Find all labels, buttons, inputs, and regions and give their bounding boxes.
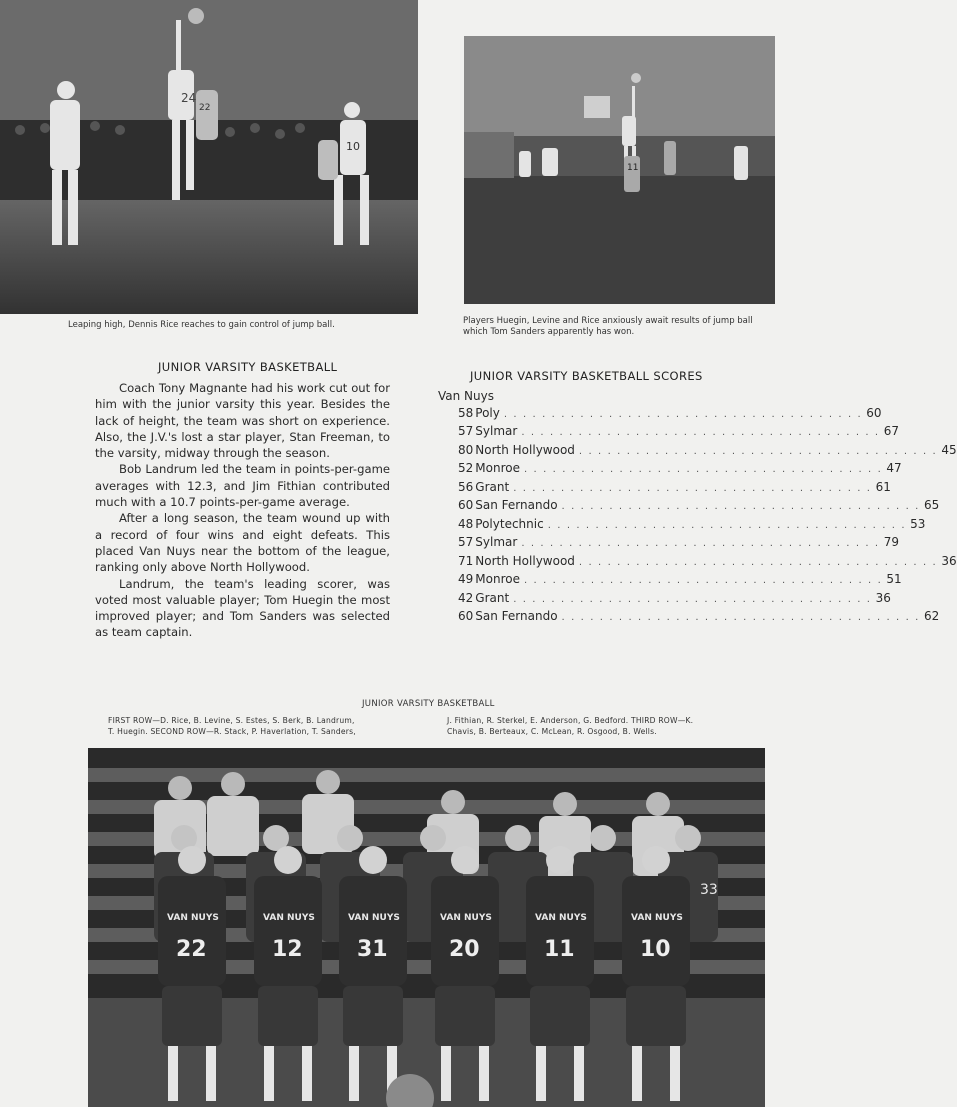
opponent-score: 67 [883,424,899,438]
front-row-sock [264,1046,274,1101]
scores-title: JUNIOR VARSITY BASKETBALL SCORES [470,369,703,383]
van-nuys-score: 52 [458,461,474,475]
opponent-name: Sylmar [475,424,518,438]
back-row-head [168,776,192,800]
jersey-team-text: VAN NUYS [535,913,587,923]
front-row-jersey [431,876,499,986]
opponent-name: Monroe [475,572,520,586]
van-nuys-score: 42 [458,590,474,605]
leader-dots: . . . . . . . . . . . . . . . . . . . . . . . . . . . . . . . . . . . . . . [578,556,938,568]
front-row-head [642,846,670,874]
back-row-body [207,796,259,856]
front-row-head [359,846,387,874]
article-body [95,380,390,641]
leader-dots: . . . . . . . . . . . . . . . . . . . . . . . . . . . . . . . . . . . . . . [521,427,880,438]
front-row-shorts [258,986,318,1046]
opponent-name: San Fernando [475,498,558,512]
score-row [438,608,940,627]
opponent-score: 36 [941,553,957,568]
jersey-team-text: VAN NUYS [167,913,219,923]
opponent-name: Monroe [475,461,520,475]
article-paragraph-1: Coach Tony Magnante had his work cut out for him with the junior varsity this year. Besides the lack of height, the team was short on experience. Also, the J.V.'s lost a star player, Stan Freeman, to the varsity, midway through the season. [95,381,390,461]
van-nuys-score: 57 [458,535,474,549]
article-paragraph-3: After a long season, the team wound up with a record of four wins and eight defeats. This placed Van Nuys near the bottom of the league, ranking only above North Hollywood. [95,511,390,575]
caption-right-photo: Players Huegin, Levine and Rice anxiously await results of jump ball which Tom Sanders apparently has won. [463,316,753,337]
scores-team-label: Van Nuys [438,389,494,403]
opponent-score: 65 [923,498,940,512]
caption-left-photo: Leaping high, Dennis Rice reaches to gain control of jump ball. [68,320,335,330]
front-row-shorts [435,986,495,1046]
team-photo-title: JUNIOR VARSITY BASKETBALL [362,699,495,709]
van-nuys-score: 48 [458,516,474,531]
jump-ball-photo-left [0,0,418,314]
leader-dots: . . . . . . . . . . . . . . . . . . . . . . . . . . . . . . . . . . . . . . [561,612,920,623]
opponent-name: Polytechnic [475,516,544,531]
opponent-name: Grant [475,590,510,605]
score-row [438,460,902,479]
opponent-score: 53 [910,516,926,531]
front-row-sock [168,1046,178,1101]
team-photo-scene [88,748,765,1107]
roster-right-line-1: J. Fithian, R. Sterkel, E. Anderson, G. Bedford. THIRD ROW—K. [447,716,694,725]
front-row-sock [536,1046,546,1101]
front-row-number: 31 [357,937,388,962]
score-row [438,497,940,516]
jump-ball-scene-right [464,36,775,304]
middle-row-head [337,825,363,851]
front-row-sock [441,1046,451,1101]
score-row [438,405,882,424]
roster-left [108,715,428,737]
opponent-score: 47 [886,461,902,475]
front-row-jersey [622,876,690,986]
front-row-jersey [254,876,322,986]
article-paragraph-2: Bob Landrum led the team in points-per-game averages with 12.3, and Jim Fithian contributed much with a 10.7 points-per-game average. [95,462,390,510]
van-nuys-score: 56 [458,479,474,494]
back-row-head [316,770,340,794]
front-row-jersey [526,876,594,986]
jump-ball-photo-right [464,36,775,304]
front-row-number: 20 [449,937,480,962]
front-row-sock [479,1046,489,1101]
middle-row-head [675,825,701,851]
front-row-head [451,846,479,874]
middle-row-number: 33 [700,882,718,898]
leader-dots: . . . . . . . . . . . . . . . . . . . . . . . . . . . . . . . . . . . . . . [523,575,883,586]
van-nuys-score: 80 [458,442,474,457]
front-row-sock [670,1046,680,1101]
front-row-shorts [530,986,590,1046]
front-row-sock [632,1046,642,1101]
opponent-name: Poly [475,405,500,420]
roster-right-line-2: Chavis, B. Berteaux, C. McLean, R. Osgood, B. Wells. [447,727,657,736]
front-row-head [178,846,206,874]
opponent-score: 61 [875,479,891,494]
roster-left-line-1: FIRST ROW—D. Rice, B. Levine, S. Estes, S. Berk, B. Landrum, [108,716,355,725]
front-row-sock [206,1046,216,1101]
leader-dots: . . . . . . . . . . . . . . . . . . . . . . . . . . . . . . . . . . . . . . [523,464,883,475]
score-row [438,534,899,553]
scores-table [438,388,957,627]
van-nuys-score: 71 [458,553,474,568]
article-title: JUNIOR VARSITY BASKETBALL [158,360,338,374]
score-row [438,423,899,442]
middle-row-head [505,825,531,851]
front-row-number: 11 [544,937,575,962]
front-row-number: 10 [640,937,671,962]
jersey-number-24: 24 [181,91,197,105]
score-row [438,590,891,609]
back-row-head [646,792,670,816]
front-row-number: 22 [176,937,207,962]
leader-dots: . . . . . . . . . . . . . . . . . . . . . . . . . . . . . . . . . . . . . . [547,519,907,531]
jersey-team-text: VAN NUYS [631,913,683,923]
opponent-score: 45 [941,442,957,457]
front-row-head [274,846,302,874]
middle-row-head [420,825,446,851]
opponent-name: North Hollywood [475,442,575,457]
back-row-head [441,790,465,814]
leader-dots: . . . . . . . . . . . . . . . . . . . . . . . . . . . . . . . . . . . . . . [503,408,863,420]
front-row-shorts [162,986,222,1046]
opponent-name: Grant [475,479,510,494]
jump-ball-scene-left [0,0,418,314]
opponent-score: 79 [883,535,899,549]
leader-dots: . . . . . . . . . . . . . . . . . . . . . . . . . . . . . . . . . . . . . . [513,482,872,494]
front-row-sock [574,1046,584,1101]
front-row-jersey [339,876,407,986]
van-nuys-score: 49 [458,572,474,586]
front-row-sock [349,1046,359,1101]
score-row [438,516,926,535]
front-row-number: 12 [272,937,303,962]
jersey-team-text: VAN NUYS [263,913,315,923]
middle-row-head [590,825,616,851]
jersey-number-10: 10 [346,140,360,153]
opponent-name: North Hollywood [475,553,575,568]
jersey-number-22: 22 [199,103,211,113]
opponent-name: Sylmar [475,535,518,549]
leader-dots: . . . . . . . . . . . . . . . . . . . . . . . . . . . . . . . . . . . . . . [513,593,872,605]
van-nuys-score: 58 [458,405,474,420]
leader-dots: . . . . . . . . . . . . . . . . . . . . . . . . . . . . . . . . . . . . . . [561,501,920,512]
back-row-head [221,772,245,796]
front-row-head [546,846,574,874]
opponent-score: 51 [886,572,902,586]
front-row-shorts [626,986,686,1046]
team-photo [88,748,765,1107]
opponent-score: 62 [923,609,940,623]
front-row-jersey [158,876,226,986]
back-row-head [553,792,577,816]
leader-dots: . . . . . . . . . . . . . . . . . . . . . . . . . . . . . . . . . . . . . . [578,445,938,457]
front-row-shorts [343,986,403,1046]
score-row [438,571,902,590]
opponent-score: 60 [866,405,882,420]
article-paragraph-4: Landrum, the team's leading scorer, was voted most valuable player; Tom Huegin the most improved player; and Tom Sanders was selected as team captain. [95,576,390,640]
van-nuys-score: 60 [458,498,474,512]
front-row-sock [302,1046,312,1101]
jersey-number-11-right: 11 [627,163,639,173]
van-nuys-score: 60 [458,609,474,623]
opponent-score: 36 [875,590,891,605]
score-row [438,479,891,498]
van-nuys-score: 57 [458,424,474,438]
roster-right [447,715,767,737]
jersey-team-text: VAN NUYS [440,913,492,923]
score-row [438,553,957,572]
roster-left-line-2: T. Huegin. SECOND ROW—R. Stack, P. Haverlation, T. Sanders, [108,727,356,736]
score-row [438,442,957,461]
leader-dots: . . . . . . . . . . . . . . . . . . . . . . . . . . . . . . . . . . . . . . [521,538,880,549]
opponent-name: San Fernando [475,609,558,623]
jersey-team-text: VAN NUYS [348,913,400,923]
